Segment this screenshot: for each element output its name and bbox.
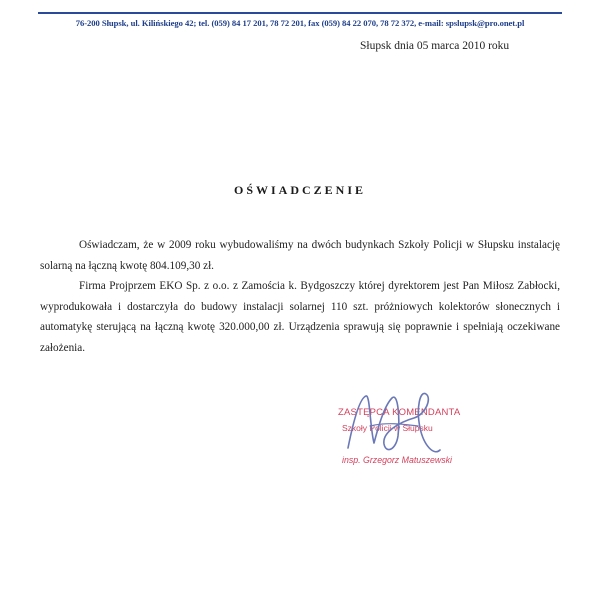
- paragraph-1: Oświadczam, że w 2009 roku wybudowaliśmy na dwóch budynkach Szkoły Policji w Słupsku instalację solarną na łączną kwotę 804.109,30 zł.: [40, 239, 560, 272]
- handwritten-signature: [340, 388, 450, 463]
- stamp-institution: Szkoły Policji w Słupsku: [342, 423, 433, 433]
- place-date: Słupsk dnia 05 marca 2010 roku: [360, 40, 510, 52]
- paragraph-2: Firma Projprzem EKO Sp. z o.o. z Zamościa k. Bydgoszczy której dyrektorem jest Pan Miłosz Zabłocki, wyprodukowała i dostarczyła do budowy instalacji solarnej 110 szt. próżniowych kolektorów słonecznych i automatykę sterującą na łączną kwotę 320.000,00 zł. Urządzenia sprawują się poprawnie i spełniają oczekiwane założenia.: [40, 280, 560, 354]
- letterhead-contact-line: 76-200 Słupsk, ul. Kilińskiego 42; tel. (059) 84 17 201, 78 72 201, fax (059) 84 22 070, 78 72 372, e-mail: spslupsk@pro.onet.pl: [75, 18, 525, 28]
- stamp-signatory: insp. Grzegorz Matuszewski: [342, 455, 452, 465]
- document-title: OŚWIADCZENIE: [233, 183, 367, 197]
- header-rule: [38, 12, 562, 14]
- stamp-title: ZASTĘPCA KOMENDANTA: [338, 407, 461, 418]
